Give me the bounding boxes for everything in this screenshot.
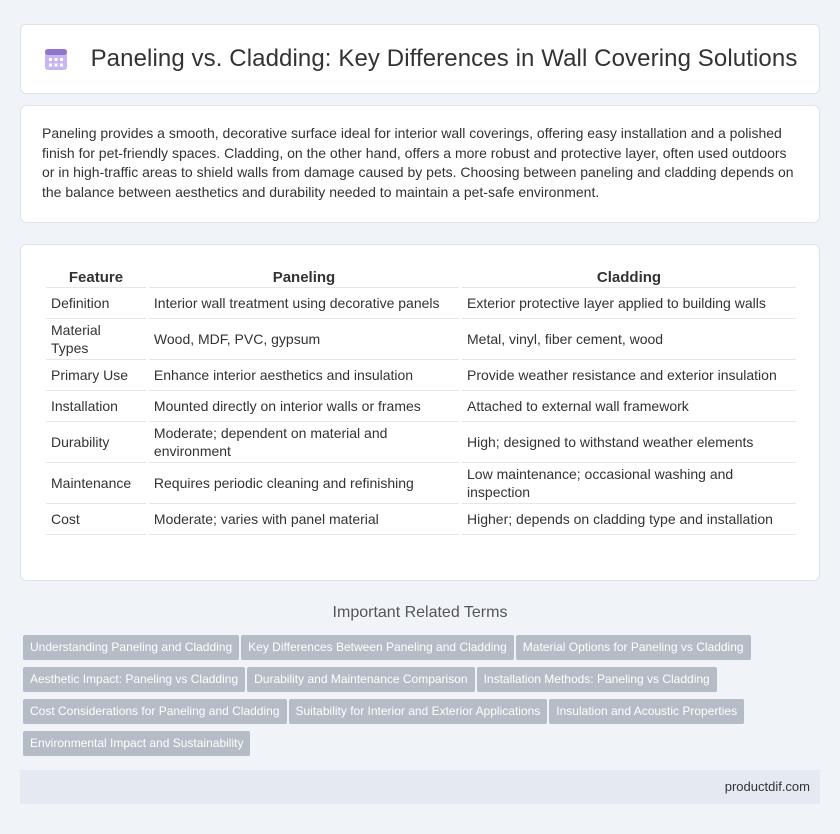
related-term-tag[interactable]: Installation Methods: Paneling vs Cladding xyxy=(477,667,717,692)
table-row xyxy=(46,504,796,535)
related-term-tag[interactable]: Cost Considerations for Paneling and Cladding xyxy=(23,699,287,724)
header-feature: Feature xyxy=(46,265,146,288)
paneling-cell: Mounted directly on interior walls or frames xyxy=(149,391,459,422)
related-terms-list xyxy=(23,635,823,763)
comparison-card xyxy=(20,244,820,581)
paneling-cell: Interior wall treatment using decorative panels xyxy=(149,288,459,319)
header-cladding: Cladding xyxy=(462,265,796,288)
related-term-tag[interactable]: Key Differences Between Paneling and Cladding xyxy=(241,635,514,660)
related-terms-title: Important Related Terms xyxy=(332,604,508,621)
cladding-cell: Higher; depends on cladding type and installation xyxy=(462,504,796,535)
cladding-cell: Provide weather resistance and exterior insulation xyxy=(462,360,796,391)
intro-text: Paneling provides a smooth, decorative surface ideal for interior wall coverings, offering easy installation and a polished finish for pet-friendly spaces. Cladding, on the other hand, offers a more robust and protective layer, often used outdoors or in high-traffic areas to shield walls from damage caused by pets. Choosing between paneling and cladding depends on the balance between aesthetics and durability needed to maintain a pet-safe environment. xyxy=(42,125,794,200)
cladding-cell: High; designed to withstand weather elements xyxy=(462,422,796,463)
related-term-tag[interactable]: Suitability for Interior and Exterior Applications xyxy=(289,699,548,724)
table-row xyxy=(46,360,796,391)
paneling-cell: Enhance interior aesthetics and insulation xyxy=(149,360,459,391)
related-term-tag[interactable]: Insulation and Acoustic Properties xyxy=(549,699,744,724)
related-term-tag[interactable]: Environmental Impact and Sustainability xyxy=(23,731,250,756)
table-row xyxy=(46,422,796,463)
table-row xyxy=(46,463,796,504)
cladding-cell: Low maintenance; occasional washing and inspection xyxy=(462,463,796,504)
page-title: Paneling vs. Cladding: Key Differences in Wall Covering Solutions xyxy=(90,45,798,72)
intro-card xyxy=(20,105,820,223)
footer xyxy=(20,770,820,804)
feature-cell: Definition xyxy=(46,288,146,319)
paneling-cell: Moderate; dependent on material and environment xyxy=(149,422,459,463)
paneling-cell: Wood, MDF, PVC, gypsum xyxy=(149,319,459,360)
feature-cell: Cost xyxy=(46,504,146,535)
related-term-tag[interactable]: Durability and Maintenance Comparison xyxy=(247,667,474,692)
cladding-cell: Exterior protective layer applied to building walls xyxy=(462,288,796,319)
paneling-cell: Moderate; varies with panel material xyxy=(149,504,459,535)
footer-site-link[interactable]: productdif.com xyxy=(724,779,810,794)
cladding-cell: Attached to external wall framework xyxy=(462,391,796,422)
related-term-tag[interactable]: Understanding Paneling and Cladding xyxy=(23,635,239,660)
feature-cell: Maintenance xyxy=(46,463,146,504)
feature-cell: Durability xyxy=(46,422,146,463)
comparison-table xyxy=(43,265,799,535)
cladding-cell: Metal, vinyl, fiber cement, wood xyxy=(462,319,796,360)
page-header xyxy=(20,24,820,94)
paneling-cell: Requires periodic cleaning and refinishing xyxy=(149,463,459,504)
table-row xyxy=(46,288,796,319)
related-term-tag[interactable]: Aesthetic Impact: Paneling vs Cladding xyxy=(23,667,245,692)
feature-cell: Primary Use xyxy=(46,360,146,391)
table-row xyxy=(46,319,796,360)
table-row xyxy=(46,391,796,422)
calendar-grid-icon xyxy=(43,46,69,72)
related-term-tag[interactable]: Material Options for Paneling vs Cladding xyxy=(516,635,751,660)
header-paneling: Paneling xyxy=(149,265,459,288)
feature-cell: Installation xyxy=(46,391,146,422)
feature-cell: Material Types xyxy=(46,319,146,360)
